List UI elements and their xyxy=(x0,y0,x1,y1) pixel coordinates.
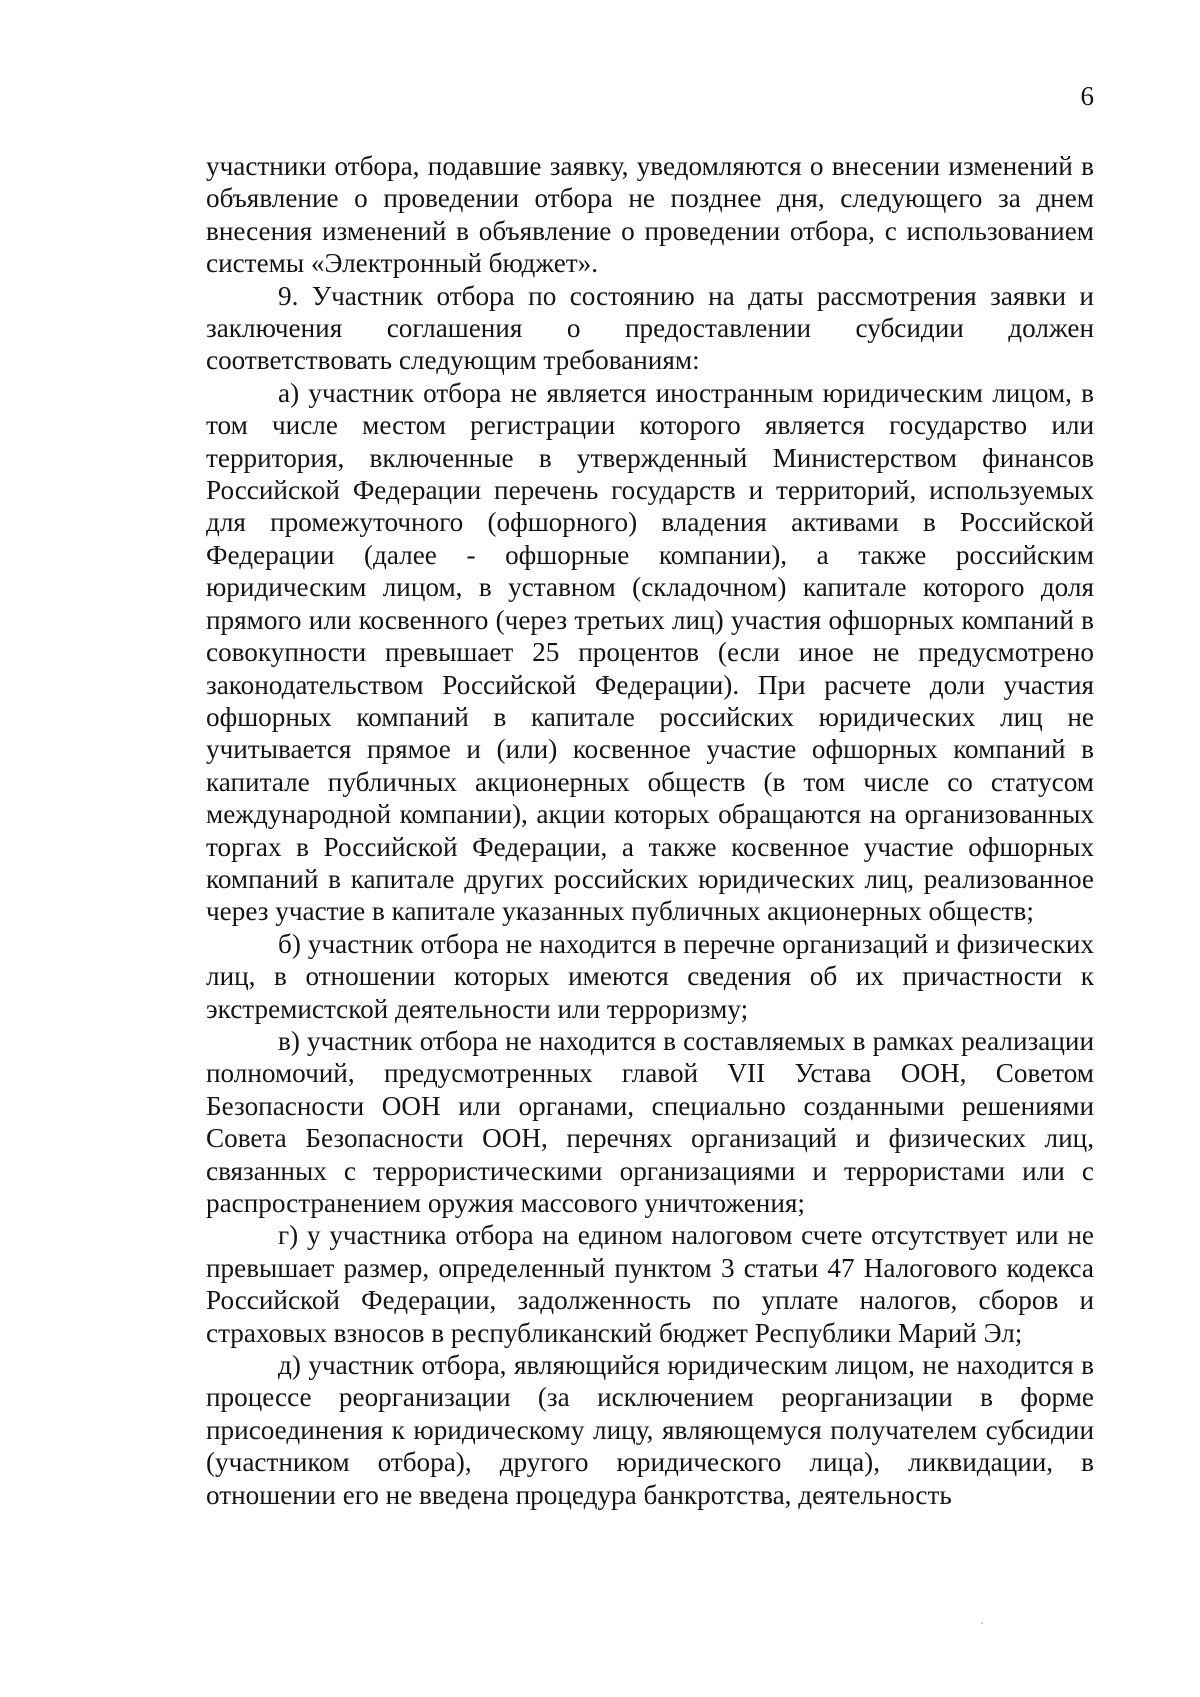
document-body xyxy=(206,150,1094,1511)
paragraph-item-9: 9. Участник отбора по состоянию на даты рассмотрения заявки и заключения соглашения о предоставлении субсидии должен соответствовать следующим требованиям: xyxy=(206,280,1094,376)
paragraph-subitem-a: а) участник отбора не является иностранным юридическим лицом, в том числе местом регистрации которого является государство или территория, включенные в утвержденный Министерством финансов Российской Федерации перечень государств и территорий, используемых для промежуточного (офшорного) владения активами в Российской Федерации (далее - офшорные компании), а также российским юридическим лицом, в уставном (складочном) капитале которого доля прямого или косвенного (через третьих лиц) участия офшорных компаний в совокупности превышает 25 процентов (если иное не предусмотрено законодательством Российской Федерации). При расчете доли участия офшорных компаний в капитале российских юридических лиц не учитывается прямое и (или) косвенное участие офшорных компаний в капитале публичных акционерных обществ (в том числе со статусом международной компании), акции которых обращаются на организованных торгах в Российской Федерации, а также косвенное участие офшорных компаний в капитале других российских юридических лиц, реализованное через участие в капитале указанных публичных акционерных обществ; xyxy=(206,377,1094,927)
paragraph-notification: участники отбора, подавшие заявку, уведомляются о внесении изменений в объявление о проведении отбора не позднее дня, следующего за днем внесения изменений в объявление о проведении отбора, с использованием системы «Электронный бюджет». xyxy=(206,151,1094,279)
page-number: 6 xyxy=(1080,81,1094,111)
paragraph-subitem-g: г) у участника отбора на едином налоговом счете отсутствует или не превышает размер, определенный пунктом 3 статьи 47 Налогового кодекса Российской Федерации, задолженность по уплате налогов, сборов и страховых взносов в республиканский бюджет Республики Марий Эл; xyxy=(206,1220,1094,1348)
paragraph-subitem-v: в) участник отбора не находится в составляемых в рамках реализации полномочий, предусмотренных главой VII Устава ООН, Советом Безопасности ООН или органами, специально созданными решениями Совета Безопасности ООН, перечнях организаций и физических лиц, связанных с террористическими организациями и террористами или с распространением оружия массового уничтожения; xyxy=(206,1025,1094,1218)
paragraph-subitem-b: б) участник отбора не находится в перечне организаций и физических лиц, в отношении которых имеются сведения об их причастности к экстремистской деятельности или терроризму; xyxy=(206,928,1094,1024)
scan-speck xyxy=(981,1622,983,1624)
paragraph-subitem-d: д) участник отбора, являющийся юридическим лицом, не находится в процессе реорганизации (за исключением реорганизации в форме присоединения к юридическому лицу, являющемуся получателем субсидии (участником отбора), другого юридического лица), ликвидации, в отношении его не введена процедура банкротства, деятельность xyxy=(206,1350,1094,1510)
